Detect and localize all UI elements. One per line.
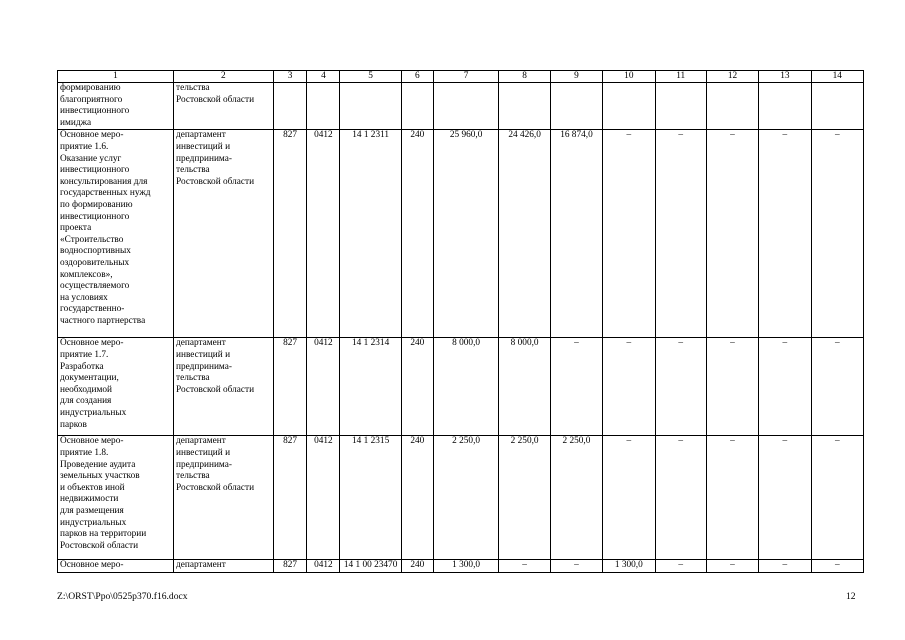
column-number-cell: 8 [499, 71, 550, 83]
column-number-cell: 5 [340, 71, 402, 83]
value-cell: – [811, 436, 863, 560]
value-cell [433, 83, 499, 130]
column-number-cell: 2 [174, 71, 274, 83]
value-cell: 1 300,0 [433, 560, 499, 573]
value-cell: 14 1 2315 [340, 436, 402, 560]
budget-table [57, 70, 864, 573]
value-cell: 827 [273, 338, 307, 436]
value-cell: 0412 [307, 130, 340, 338]
value-cell: 0412 [307, 436, 340, 560]
footer-file-path: Z:\ORST\Ppo\0525p370.f16.docx [57, 591, 188, 602]
column-number-cell: 4 [307, 71, 340, 83]
executor-cell: департамент инвестиций и предпринима- тельства Ростовской области [174, 130, 274, 338]
column-number-cell: 11 [655, 71, 706, 83]
column-number-cell: 10 [603, 71, 655, 83]
value-cell [655, 83, 706, 130]
executor-cell: тельства Ростовской области [174, 83, 274, 130]
value-cell: – [655, 560, 706, 573]
value-cell: – [759, 338, 811, 436]
value-cell: – [603, 338, 655, 436]
measure-name-cell: формированию благоприятного инвестиционного имиджа [58, 83, 174, 130]
value-cell: – [759, 130, 811, 338]
value-cell: 2 250,0 [499, 436, 550, 560]
value-cell: 0412 [307, 338, 340, 436]
value-cell: 2 250,0 [433, 436, 499, 560]
value-cell [273, 83, 307, 130]
value-cell: – [655, 436, 706, 560]
column-number-cell: 7 [433, 71, 499, 83]
executor-cell: департамент инвестиций и предпринима- тельства Ростовской области [174, 436, 274, 560]
table-row [58, 436, 864, 560]
value-cell [706, 83, 758, 130]
column-number-cell: 12 [706, 71, 758, 83]
value-cell [401, 83, 433, 130]
value-cell: 240 [401, 560, 433, 573]
value-cell: – [603, 436, 655, 560]
value-cell: 1 300,0 [603, 560, 655, 573]
value-cell [759, 83, 811, 130]
column-number-cell: 14 [811, 71, 863, 83]
measure-name-cell: Основное меро- приятие 1.6. Оказание услуг инвестиционного консультирования для государственных нужд по формированию инвестиционного проекта «Строительство водноспортивных оздоровительных комплексов», осуществляемого на условиях государственно- частного партнерства [58, 130, 174, 338]
value-cell: 240 [401, 130, 433, 338]
column-number-cell: 1 [58, 71, 174, 83]
executor-cell: департамент [174, 560, 274, 573]
header-row [58, 71, 864, 83]
table-row [58, 338, 864, 436]
value-cell: 240 [401, 436, 433, 560]
value-cell: 0412 [307, 560, 340, 573]
value-cell [499, 83, 550, 130]
executor-cell: департамент инвестиций и предпринима- тельства Ростовской области [174, 338, 274, 436]
value-cell: 16 874,0 [550, 130, 602, 338]
value-cell [603, 83, 655, 130]
measure-name-cell: Основное меро- приятие 1.8. Проведение аудита земельных участков и объектов иной недвижимости для размещения индустриальных парков на территории Ростовской области [58, 436, 174, 560]
value-cell: 827 [273, 436, 307, 560]
value-cell: 2 250,0 [550, 436, 602, 560]
value-cell: 827 [273, 560, 307, 573]
value-cell: 14 1 2311 [340, 130, 402, 338]
value-cell: – [811, 130, 863, 338]
value-cell [307, 83, 340, 130]
column-number-cell: 3 [273, 71, 307, 83]
value-cell: 827 [273, 130, 307, 338]
value-cell: 24 426,0 [499, 130, 550, 338]
value-cell: 8 000,0 [499, 338, 550, 436]
value-cell: – [603, 130, 655, 338]
value-cell: 240 [401, 338, 433, 436]
value-cell [550, 83, 602, 130]
column-number-cell: 13 [759, 71, 811, 83]
column-number-cell: 6 [401, 71, 433, 83]
value-cell: 25 960,0 [433, 130, 499, 338]
table-row [58, 560, 864, 573]
measure-name-cell: Основное меро- приятие 1.7. Разработка документации, необходимой для создания индустриальных парков [58, 338, 174, 436]
value-cell: – [706, 436, 758, 560]
value-cell: – [706, 338, 758, 436]
value-cell: – [550, 560, 602, 573]
value-cell [340, 83, 402, 130]
measure-name-cell: Основное меро- [58, 560, 174, 573]
column-number-cell: 9 [550, 71, 602, 83]
value-cell: – [811, 560, 863, 573]
value-cell: – [550, 338, 602, 436]
value-cell: – [655, 338, 706, 436]
value-cell: – [499, 560, 550, 573]
value-cell: – [759, 560, 811, 573]
value-cell: – [759, 436, 811, 560]
value-cell: – [706, 130, 758, 338]
value-cell [811, 83, 863, 130]
value-cell: 14 1 00 23470 [340, 560, 402, 573]
value-cell: 8 000,0 [433, 338, 499, 436]
page-number: 12 [846, 591, 856, 602]
table-row [58, 130, 864, 338]
value-cell: 14 1 2314 [340, 338, 402, 436]
table-row [58, 83, 864, 130]
value-cell: – [811, 338, 863, 436]
value-cell: – [655, 130, 706, 338]
value-cell: – [706, 560, 758, 573]
